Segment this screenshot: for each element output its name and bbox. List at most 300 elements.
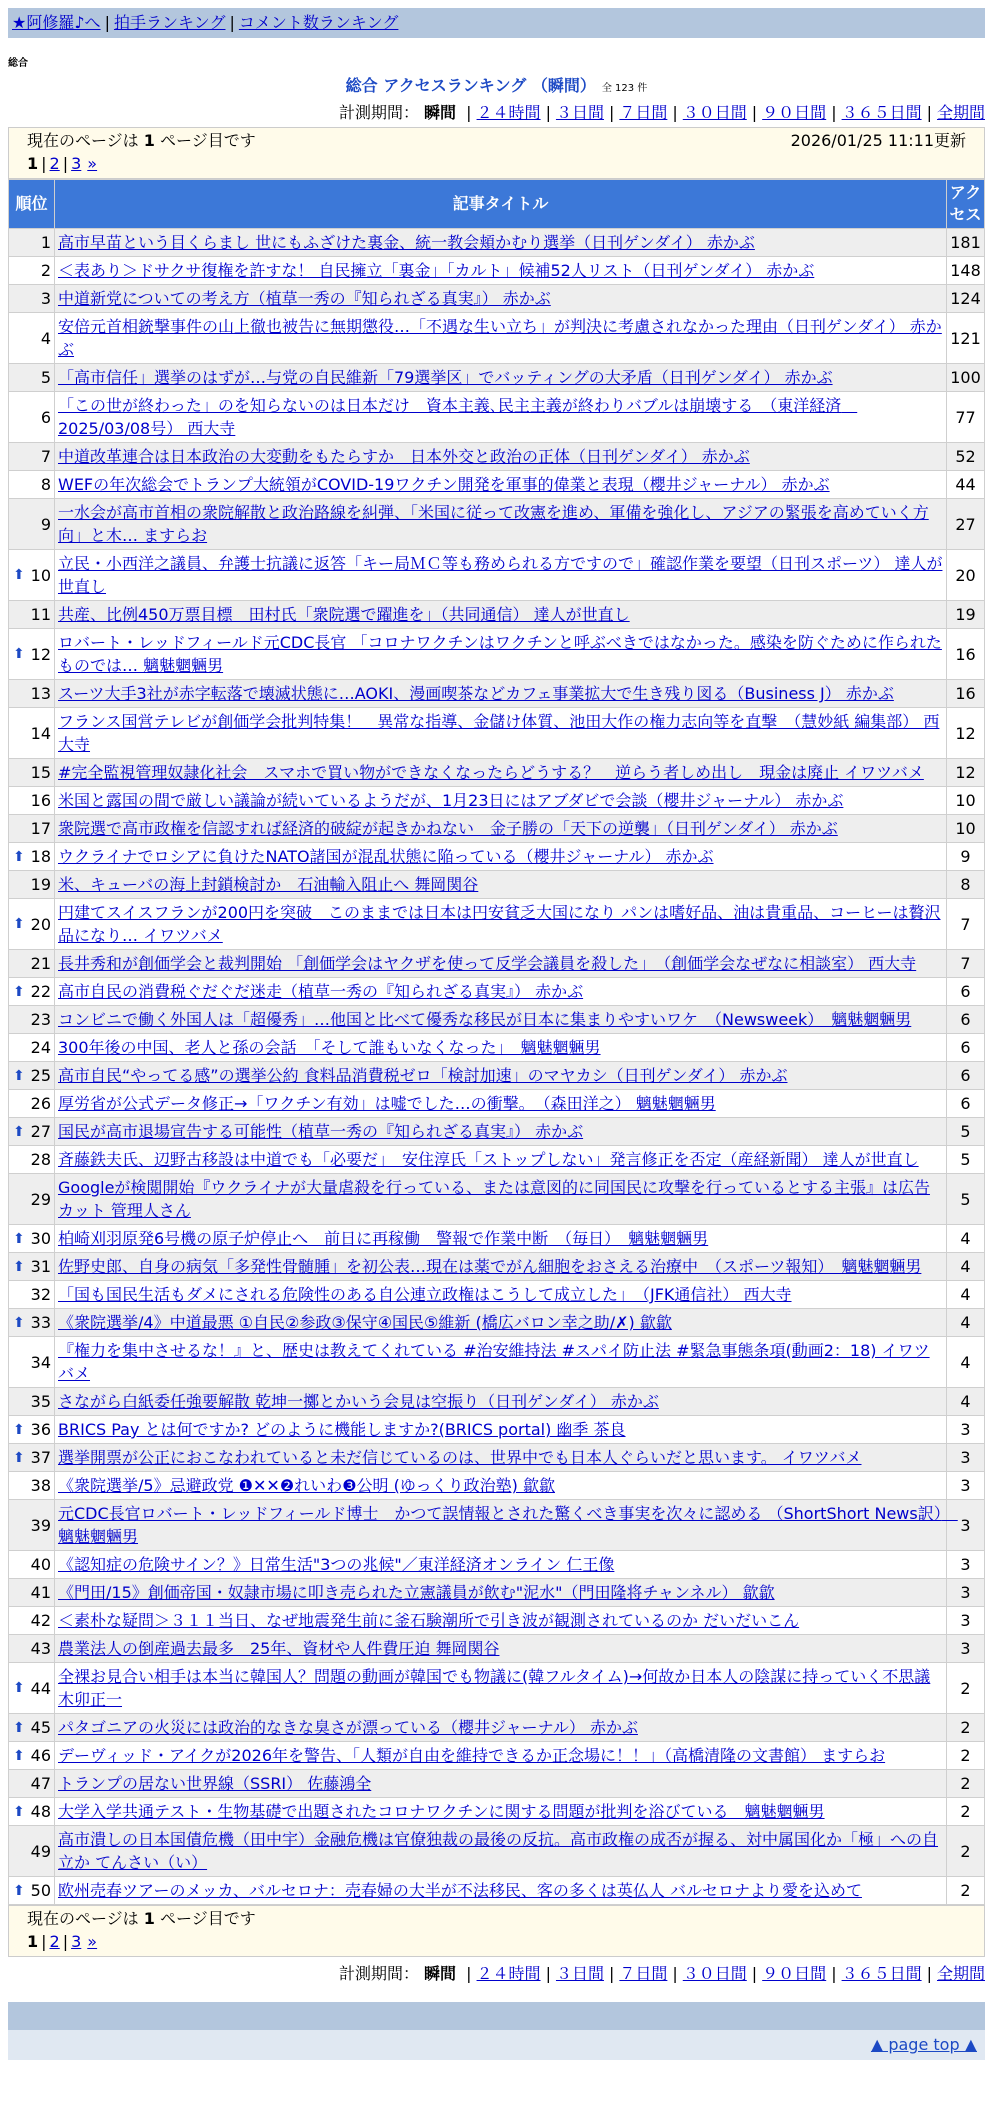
title-cell xyxy=(55,1309,947,1337)
period-link[interactable]: ２４時間 xyxy=(476,103,541,122)
table-row xyxy=(9,950,985,978)
rank-number: 50 xyxy=(30,1881,51,1900)
rank-number: 37 xyxy=(30,1448,51,1467)
rank-cell xyxy=(9,257,55,285)
period-link[interactable]: ３０日間 xyxy=(682,1964,747,1983)
nav-separator: | xyxy=(229,13,235,32)
article-link[interactable]: 円建てスイスフランが200円を突破 このままでは日本は円安貧乏大国になり パンは嗜好品、油は貴重品、コーヒーは贅沢品になり… イワツバメ xyxy=(58,903,941,945)
article-link[interactable]: 高市自民“やってる感”の選挙公約 食料品消費税ゼロ「検討加速」のマヤカシ（日刊ゲンダイ） 赤かぶ xyxy=(58,1066,788,1085)
table-row xyxy=(9,1551,985,1579)
up-arrow-icon: ⬆ xyxy=(13,1067,25,1084)
title-cell xyxy=(55,1798,947,1826)
title-cell xyxy=(55,313,947,364)
title-cell xyxy=(55,1635,947,1663)
rank-number: 4 xyxy=(40,328,51,348)
rank-number: 49 xyxy=(30,1841,51,1861)
article-link[interactable]: 柏崎刈羽原発6号機の原子炉停止へ 前日に再稼働 警報で作業中断 （毎日） 魑魅魍魎男 xyxy=(58,1229,709,1248)
period-link[interactable]: ３６５日間 xyxy=(841,103,922,122)
article-link[interactable]: 高市自民の消費税ぐだぐだ迷走（植草一秀の『知られざる真実』） 赤かぶ xyxy=(58,982,584,1001)
period-link[interactable]: ３０日間 xyxy=(682,103,747,122)
article-link[interactable]: スーツ大手3社が赤字転落で壊滅状態に…AOKI、漫画喫茶などカフェ事業拡大で生き残り図る（Business J） 赤かぶ xyxy=(58,684,894,703)
access-count: 6 xyxy=(947,1006,985,1034)
access-count: 3 xyxy=(947,1635,985,1663)
article-link[interactable]: 米国と露国の間で厳しい議論が続いているようだが、1月23日にはアブダビで会談（櫻井ジャーナル） 赤かぶ xyxy=(58,791,844,810)
rank-cell xyxy=(9,1388,55,1416)
article-link[interactable]: ＜表あり＞ドサクサ復権を許すな！ 自民擁立「裏金」「カルト」候補52人リスト（日刊ゲンダイ） 赤かぶ xyxy=(58,261,815,280)
table-row xyxy=(9,680,985,708)
rank-cell xyxy=(9,680,55,708)
article-link[interactable]: コンビニで働く外国人は「超優秀」…他国と比べて優秀な移民が日本に集まりやすいワケ （Newsweek） 魑魅魍魎男 xyxy=(58,1010,912,1029)
table-row xyxy=(9,229,985,257)
article-link[interactable]: 長井秀和が創価学会と裁判開始 「創価学会はヤクザを使って反学会議員を殺した」 （創価学会なぜなに相談室） 西大寺 xyxy=(58,954,917,973)
title-cell xyxy=(55,759,947,787)
rank-number: 45 xyxy=(30,1718,51,1737)
up-arrow-icon: ⬆ xyxy=(13,848,25,865)
top-navigation xyxy=(8,8,985,38)
page-link-3[interactable]: 3 xyxy=(71,1932,82,1951)
rank-number: 41 xyxy=(30,1583,51,1602)
access-count: 9 xyxy=(947,843,985,871)
ranking-title-block xyxy=(8,73,985,96)
table-row xyxy=(9,1742,985,1770)
up-arrow-icon: ⬆ xyxy=(13,983,25,1000)
table-row xyxy=(9,1118,985,1146)
article-link[interactable]: 選挙開票が公正におこなわれていると未だ信じているのは、世界中でも日本人ぐらいだと思います。 イワツバメ xyxy=(58,1448,862,1467)
rank-number: 48 xyxy=(30,1802,51,1821)
title-cell xyxy=(55,499,947,550)
up-arrow-icon: ⬆ xyxy=(13,1680,25,1696)
table-row xyxy=(9,629,985,680)
rank-number: 17 xyxy=(30,819,51,838)
table-row xyxy=(9,550,985,601)
rank-number: 16 xyxy=(30,791,51,810)
table-row xyxy=(9,1146,985,1174)
article-link[interactable]: 『権力を集中させるな！』と、歴史は教えてくれている #治安維持法 #スパイ防止法 #緊急事態条項(動画2：18) イワツバメ xyxy=(58,1341,930,1383)
rank-number: 34 xyxy=(30,1352,51,1372)
rank-cell xyxy=(9,1090,55,1118)
page-top-link[interactable]: ▲ page top ▲ xyxy=(870,2035,977,2054)
table-row xyxy=(9,759,985,787)
title-cell xyxy=(55,601,947,629)
rank-cell xyxy=(9,1062,55,1090)
table-row xyxy=(9,1472,985,1500)
title-cell xyxy=(55,550,947,601)
title-cell xyxy=(55,1826,947,1877)
table-row xyxy=(9,257,985,285)
period-selected: 瞬間 xyxy=(424,1964,457,1983)
article-link[interactable]: 農業法人の倒産過去最多 25年、資材や人件費圧迫 舞岡関谷 xyxy=(58,1639,500,1658)
access-count: 4 xyxy=(947,1309,985,1337)
rank-number: 14 xyxy=(30,723,51,743)
period-selector-bottom xyxy=(8,1961,985,1984)
rank-cell xyxy=(9,950,55,978)
article-link[interactable]: 「高市信任」選挙のはずが…与党の自民維新「79選挙区」でバッティングの大矛盾（日刊ゲンダイ） 赤かぶ xyxy=(58,368,833,387)
access-count: 12 xyxy=(947,759,985,787)
access-count: 27 xyxy=(947,499,985,550)
period-link[interactable]: ７日間 xyxy=(619,103,668,122)
title-cell xyxy=(55,1742,947,1770)
period-link[interactable]: ３６５日間 xyxy=(841,1964,922,1983)
access-count: 16 xyxy=(947,680,985,708)
header-access: アクセス xyxy=(947,180,985,229)
page-link-2[interactable]: 2 xyxy=(49,154,60,173)
rank-cell xyxy=(9,392,55,443)
rank-number: 15 xyxy=(30,763,51,782)
rank-number: 10 xyxy=(30,565,51,585)
rank-number: 30 xyxy=(30,1229,51,1248)
access-count: 3 xyxy=(947,1579,985,1607)
access-count: 148 xyxy=(947,257,985,285)
rank-cell xyxy=(9,443,55,471)
title-cell xyxy=(55,1253,947,1281)
title-cell xyxy=(55,364,947,392)
page-current: 1 xyxy=(27,1932,39,1951)
rank-cell xyxy=(9,629,55,680)
article-link[interactable]: 一水会が高市首相の衆院解散と政治路線を糾弾、「米国に従って改憲を進め、軍備を強化し、アジアの緊張を高めていく方向」と木… ますらお xyxy=(58,503,929,545)
title-cell xyxy=(55,1500,958,1551)
access-count: 7 xyxy=(947,950,985,978)
rank-cell xyxy=(9,285,55,313)
table-row xyxy=(9,443,985,471)
table-row xyxy=(9,1034,985,1062)
page-next-link[interactable]: » xyxy=(87,1932,98,1951)
access-count: 4 xyxy=(947,1388,985,1416)
period-label: 計測期間： xyxy=(338,1964,419,1983)
rank-number: 43 xyxy=(30,1639,51,1658)
access-count: 16 xyxy=(947,629,985,680)
title-cell xyxy=(55,1118,947,1146)
rank-cell xyxy=(9,1500,55,1551)
article-link[interactable]: 大学入学共通テスト・生物基礎で出題されたコロナワクチンに関する問題が批判を浴びている 魑魅魍魎男 xyxy=(58,1802,825,1821)
rank-number: 29 xyxy=(30,1189,51,1209)
rank-cell xyxy=(9,978,55,1006)
table-row xyxy=(9,1006,985,1034)
rank-cell xyxy=(9,1337,55,1388)
table-row xyxy=(9,1388,985,1416)
article-link[interactable]: パタゴニアの火災には政治的なきな臭さが漂っている（櫻井ジャーナル） 赤かぶ xyxy=(58,1718,638,1737)
access-count: 3 xyxy=(947,1500,985,1551)
title-cell xyxy=(55,871,947,899)
rank-cell xyxy=(9,313,55,364)
rank-number: 13 xyxy=(30,684,51,703)
access-count: 6 xyxy=(947,1062,985,1090)
access-count: 2 xyxy=(947,1742,985,1770)
article-link[interactable]: 高市潰しの日本国債危機（田中宇）金融危機は官僚独裁の最後の反抗。高市政権の成否が握る、対中属国化か「極」への自立か てんさい（い） xyxy=(58,1830,939,1872)
table-row xyxy=(9,1607,985,1635)
access-count: 100 xyxy=(947,364,985,392)
rank-cell xyxy=(9,708,55,759)
period-link[interactable]: ７日間 xyxy=(619,1964,668,1983)
rank-number: 22 xyxy=(30,982,51,1001)
title-cell xyxy=(55,1174,947,1225)
title-cell xyxy=(55,1146,947,1174)
period-separator: | xyxy=(831,1964,837,1983)
pager-bottom: 現在のページは 1 ページ目です 1 | 2 | 3 » xyxy=(8,1905,985,1957)
period-selector-top xyxy=(8,100,985,123)
table-row xyxy=(9,899,985,950)
nav-link-clap-ranking[interactable]: 拍手ランキング xyxy=(113,13,226,32)
period-separator: | xyxy=(926,1964,932,1983)
table-row xyxy=(9,1877,985,1905)
article-link[interactable]: トランプの居ない世界線（SSRI） 佐藤鴻全 xyxy=(58,1774,372,1793)
article-link[interactable]: 佐野史郎、自身の病気「多発性骨髄腫」を初公表…現在は薬でがん細胞をおさえる治療中 （スポーツ報知） 魑魅魍魎男 xyxy=(58,1257,922,1276)
title-cell xyxy=(55,1444,947,1472)
rank-number: 18 xyxy=(30,847,51,866)
rank-number: 6 xyxy=(40,407,51,427)
title-cell xyxy=(55,843,947,871)
rank-cell xyxy=(9,1770,55,1798)
article-link[interactable]: 斉藤鉄夫氏、辺野古移設は中道でも「必要だ」 安住淳氏「ストップしない」発言修正を否定（産経新聞） 達人が世直し xyxy=(58,1150,919,1169)
rank-cell xyxy=(9,899,55,950)
rank-cell xyxy=(9,1579,55,1607)
period-selected: 瞬間 xyxy=(424,103,457,122)
period-separator: | xyxy=(608,103,615,122)
rank-cell xyxy=(9,1607,55,1635)
title-cell xyxy=(55,1579,947,1607)
rank-cell xyxy=(9,843,55,871)
title-cell xyxy=(55,1388,947,1416)
access-count: 3 xyxy=(947,1551,985,1579)
rank-number: 39 xyxy=(30,1515,51,1535)
rank-cell xyxy=(9,815,55,843)
rank-cell xyxy=(9,871,55,899)
up-arrow-icon: ⬆ xyxy=(13,1258,25,1275)
article-link[interactable]: 欧州売春ツアーのメッカ、バルセロナ：売春婦の大半が不法移民、客の多くは英仏人 バルセロナより愛を込めて xyxy=(58,1881,862,1900)
up-arrow-icon: ⬆ xyxy=(13,1123,25,1140)
table-row xyxy=(9,1062,985,1090)
rank-cell xyxy=(9,550,55,601)
up-arrow-icon: ⬆ xyxy=(13,646,25,662)
title-cell xyxy=(55,1770,947,1798)
rank-number: 46 xyxy=(30,1746,51,1765)
rank-number: 9 xyxy=(40,514,51,534)
article-link[interactable]: ウクライナでロシアに負けたNATO諸国が混乱状態に陥っている（櫻井ジャーナル） 赤かぶ xyxy=(58,847,714,866)
article-link[interactable]: 300年後の中国、老人と孫の会話 「そして誰もいなくなった」 魑魅魍魎男 xyxy=(58,1038,601,1057)
rank-cell xyxy=(9,1551,55,1579)
access-count: 4 xyxy=(947,1337,985,1388)
title-cell xyxy=(55,1472,947,1500)
pager-top: 現在のページは 1 ページ目です 2026/01/25 11:11更新 1 | 2 | 3 » xyxy=(8,127,985,179)
article-link[interactable]: Googleが検閲開始『ウクライナが大量虐殺を行っている、または意図的に同国民に攻撃を行っているとする主張』は広告カット 管理人さん xyxy=(58,1178,930,1220)
up-arrow-icon: ⬆ xyxy=(13,1230,25,1247)
period-separator: | xyxy=(608,1964,615,1983)
header-title: 記事タイトル xyxy=(55,180,947,229)
article-link[interactable]: 全裸お見合い相手は本当に韓国人？問題の動画が韓国でも物議に(韓フルタイム)→何故か日本人の陰謀に持っていく不思議 木卯正一 xyxy=(58,1667,931,1709)
rank-number: 47 xyxy=(30,1774,51,1793)
nav-link-asyura[interactable]: ★阿修羅♪へ xyxy=(12,13,101,32)
article-link[interactable]: 米、キューバの海上封鎖検討か 石油輸入阻止へ 舞岡関谷 xyxy=(58,875,479,894)
page-title: 総合 アクセスランキング （瞬間） xyxy=(345,76,596,95)
access-count: 6 xyxy=(947,978,985,1006)
access-count: 2 xyxy=(947,1714,985,1742)
period-link[interactable]: ２４時間 xyxy=(476,1964,541,1983)
title-cell xyxy=(55,978,947,1006)
nav-link-comment-ranking[interactable]: コメント数ランキング xyxy=(238,13,399,32)
title-cell xyxy=(55,471,947,499)
article-link[interactable]: 中道新党についての考え方（植草一秀の『知られざる真実』） 赤かぶ xyxy=(58,289,551,308)
up-arrow-icon: ⬆ xyxy=(13,1719,25,1736)
article-link[interactable]: 厚労省が公式データ修正→「ワクチン有効」は嘘でした…の衝撃。 （森田洋之） 魑魅魍魎男 xyxy=(58,1094,716,1113)
article-link[interactable]: 中道改革連合は日本政治の大変動をもたらすか 日本外交と政治の正体（日刊ゲンダイ） 赤かぶ xyxy=(58,447,750,466)
period-link[interactable]: ３日間 xyxy=(555,1964,604,1983)
rank-cell xyxy=(9,1714,55,1742)
period-separator: | xyxy=(466,1964,472,1983)
rank-cell xyxy=(9,1225,55,1253)
title-cell xyxy=(55,1663,947,1714)
title-cell xyxy=(55,1034,947,1062)
period-separator: | xyxy=(672,1964,678,1983)
article-link[interactable]: デーヴィッド・アイクが2026年を警告、「人類が自由を維持できるか正念場に！！」（高橋清隆の文書館） ますらお xyxy=(58,1746,886,1765)
category-label: 総合 xyxy=(8,58,28,69)
article-link[interactable]: さながら白紙委任強要解散 乾坤一擲とかいう会見は空振り（日刊ゲンダイ） 赤かぶ xyxy=(58,1392,659,1411)
table-row xyxy=(9,499,985,550)
page-next-link[interactable]: » xyxy=(87,154,98,173)
rank-cell xyxy=(9,759,55,787)
current-page-text: 現在のページは 1 ページ目です xyxy=(27,131,256,150)
article-link[interactable]: 衆院選で高市政権を信認すれば経済的破綻が起きかねない 金子勝の「天下の逆襲」（日刊ゲンダイ） 赤かぶ xyxy=(58,819,838,838)
article-link[interactable]: 元CDC長官ロバート・レッドフィールド博士 かつて誤情報とされた驚くべき事実を次々に認める （ShortShort News訳） 魑魅魍魎男 xyxy=(58,1504,958,1546)
table-row xyxy=(9,978,985,1006)
period-link[interactable]: ９０日間 xyxy=(762,1964,827,1983)
rank-number: 38 xyxy=(30,1476,51,1495)
up-arrow-icon: ⬆ xyxy=(13,1314,25,1331)
article-link[interactable]: 共産、比例450万票目標 田村氏「衆院選で躍進を」（共同通信） 達人が世直し xyxy=(58,605,630,624)
header-rank: 順位 xyxy=(9,180,55,229)
period-link[interactable]: 全期間 xyxy=(936,103,985,122)
article-link[interactable]: 《門田/15》創価帝国・奴隷市場に叩き売られた立憲議員が飲む"泥水"（門田隆将チャンネル） 歙歙 xyxy=(58,1583,775,1602)
article-link[interactable]: 《衆院選挙/4》中道最悪 ①自民②参政③保守④国民⑤維新 (橋広バロン幸之助/✗) 歙歙 xyxy=(58,1313,672,1332)
article-link[interactable]: 《衆院選挙/5》忌避政党 ❶✕✕❷れいわ❸公明 (ゆっくり政治塾) 歙歙 xyxy=(58,1476,555,1495)
access-count: 124 xyxy=(947,285,985,313)
title-cell xyxy=(55,708,947,759)
title-cell xyxy=(55,899,947,950)
title-cell xyxy=(55,950,947,978)
article-link[interactable]: 立民・小西洋之議員、弁護士抗議に返答「キー局ＭＣ等も務められる方ですので」確認作業を要望（日刊スポーツ） 達人が世直し xyxy=(58,554,943,596)
page-link-2[interactable]: 2 xyxy=(49,1932,60,1951)
access-count: 19 xyxy=(947,601,985,629)
access-count: 2 xyxy=(947,1826,985,1877)
title-cell xyxy=(55,257,947,285)
title-cell xyxy=(55,392,947,443)
up-arrow-icon: ⬆ xyxy=(13,916,25,932)
rank-number: 11 xyxy=(30,605,51,624)
table-row xyxy=(9,1253,985,1281)
up-arrow-icon: ⬆ xyxy=(13,567,25,583)
article-link[interactable]: 《認知症の危険サイン？》日常生活"3つの兆候"／東洋経済オンライン 仁王像 xyxy=(58,1555,615,1574)
rank-number: 5 xyxy=(40,368,51,387)
period-link[interactable]: 全期間 xyxy=(936,1964,985,1983)
access-count: 2 xyxy=(947,1770,985,1798)
access-count: 181 xyxy=(947,229,985,257)
title-cell xyxy=(55,815,947,843)
article-link[interactable]: WEFの年次総会でトランプ大統領がCOVID-19ワクチン開発を軍事的偉業と表現（櫻井ジャーナル） 赤かぶ xyxy=(58,475,830,494)
table-row xyxy=(9,1826,985,1877)
period-separator: | xyxy=(672,103,678,122)
rank-cell xyxy=(9,471,55,499)
access-count: 4 xyxy=(947,1253,985,1281)
article-link[interactable]: フランス国営テレビが創価学会批判特集！ 異常な指導、金儲け体質、池田大作の権力志向等を直撃 （慧妙紙 編集部） 西大寺 xyxy=(58,712,940,754)
access-count: 8 xyxy=(947,871,985,899)
title-cell xyxy=(55,229,947,257)
article-link[interactable]: 国民が高市退場宣告する可能性（植草一秀の『知られざる真実』） 赤かぶ xyxy=(58,1122,584,1141)
period-link[interactable]: ９０日間 xyxy=(762,103,827,122)
access-count: 4 xyxy=(947,1225,985,1253)
rank-cell xyxy=(9,1253,55,1281)
rank-number: 27 xyxy=(30,1122,51,1141)
title-cell xyxy=(55,787,947,815)
access-count: 3 xyxy=(947,1472,985,1500)
rank-cell xyxy=(9,364,55,392)
title-cell xyxy=(55,443,947,471)
current-page-text: 現在のページは 1 ページ目です xyxy=(27,1909,256,1928)
rank-cell xyxy=(9,1416,55,1444)
rank-cell xyxy=(9,1742,55,1770)
table-row xyxy=(9,843,985,871)
table-row xyxy=(9,313,985,364)
table-row xyxy=(9,1416,985,1444)
access-count: 5 xyxy=(947,1146,985,1174)
rank-cell xyxy=(9,1309,55,1337)
rank-number: 19 xyxy=(30,875,51,894)
up-arrow-icon: ⬆ xyxy=(13,1421,25,1438)
article-link[interactable]: BRICS Pay とは何ですか? どのように機能しますか?(BRICS portal) 幽季 茶良 xyxy=(58,1420,626,1439)
article-link[interactable]: 安倍元首相銃撃事件の山上徹也被告に無期懲役…「不遇な生い立ち」が判決に考慮されなかった理由（日刊ゲンダイ） 赤かぶ xyxy=(58,317,942,359)
title-cell xyxy=(55,1337,947,1388)
access-count: 6 xyxy=(947,1090,985,1118)
access-count: 3 xyxy=(947,1444,985,1472)
article-link[interactable]: 「国も国民生活もダメにされる危険性のある自公連立政権はこうして成立した」 （JFK通信社） 西大寺 xyxy=(58,1285,792,1304)
rank-cell xyxy=(9,1877,55,1905)
access-count: 4 xyxy=(947,1281,985,1309)
rank-cell xyxy=(9,1118,55,1146)
title-cell xyxy=(55,1062,947,1090)
table-row xyxy=(9,1663,985,1714)
table-row xyxy=(9,1281,985,1309)
page-link-3[interactable]: 3 xyxy=(71,154,82,173)
access-count: 5 xyxy=(947,1174,985,1225)
table-row xyxy=(9,1309,985,1337)
rank-cell xyxy=(9,1663,55,1714)
rank-cell xyxy=(9,1174,55,1225)
title-cell xyxy=(55,1877,947,1905)
period-link[interactable]: ３日間 xyxy=(555,103,604,122)
rank-number: 8 xyxy=(40,475,51,494)
title-cell xyxy=(55,629,947,680)
access-count: 20 xyxy=(947,550,985,601)
page-top-bar xyxy=(8,2030,985,2060)
article-link[interactable]: ＜素朴な疑問＞３１１当日、なぜ地震発生前に釜石験潮所で引き波が観測されているのか だいだいこん xyxy=(58,1611,800,1630)
table-row xyxy=(9,364,985,392)
article-link[interactable]: 高市早苗という目くらまし 世にもふざけた裏金、統一教会頬かむり選挙（日刊ゲンダイ） 赤かぶ xyxy=(58,233,755,252)
rank-number: 12 xyxy=(30,644,51,664)
article-link[interactable]: ロバート・レッドフィールド元CDC長官 「コロナワクチンはワクチンと呼ぶべきではなかった。感染を防ぐために作られたものでは… 魑魅魍魎男 xyxy=(58,633,942,675)
rank-cell xyxy=(9,1281,55,1309)
article-link[interactable]: #完全監視管理奴隷化社会 スマホで買い物ができなくなったらどうする？ 逆らう者しめ出し 現金は廃止 イワツバメ xyxy=(58,763,924,782)
title-cell xyxy=(55,1714,947,1742)
access-count: 44 xyxy=(947,471,985,499)
article-link[interactable]: 「この世が終わった」のを知らないのは日本だけ 資本主義､民主主義が終わりバブルは崩壊する （東洋経済 2025/03/08号） 西大寺 xyxy=(58,396,858,438)
period-separator: | xyxy=(466,103,472,122)
table-row xyxy=(9,708,985,759)
nav-separator: | xyxy=(104,13,110,32)
access-count: 6 xyxy=(947,1034,985,1062)
updated-timestamp: 2026/01/25 11:11更新 xyxy=(790,131,966,150)
title-cell xyxy=(55,285,947,313)
rank-number: 42 xyxy=(30,1611,51,1630)
table-row xyxy=(9,601,985,629)
table-row xyxy=(9,1500,985,1551)
title-cell xyxy=(55,1607,947,1635)
